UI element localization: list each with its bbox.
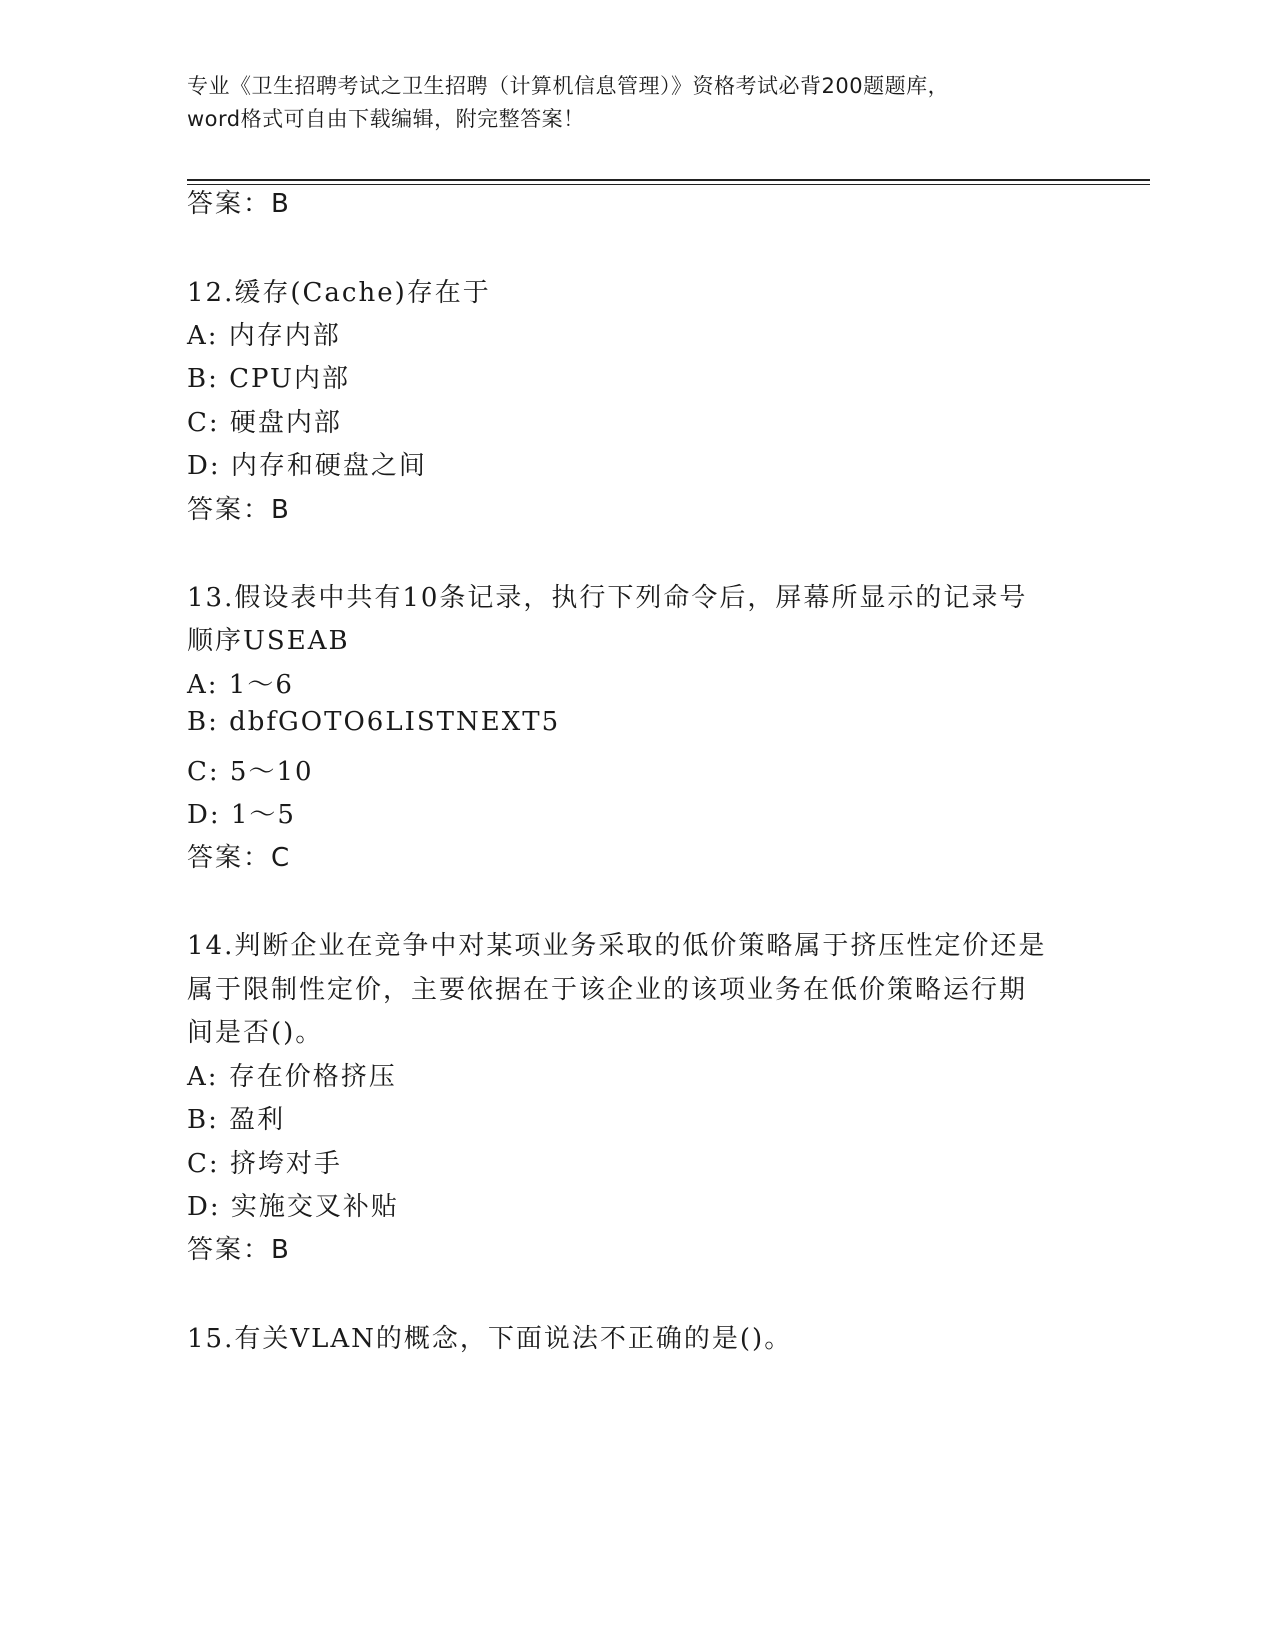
q13-option-c: C: 5～10 — [187, 757, 314, 787]
q13-stem-line-2: 顺序USEAB — [187, 626, 350, 656]
q13-stem-line-1: 13.假设表中共有10条记录，执行下列命令后，屏幕所显示的记录号 — [187, 583, 1028, 613]
q12-option-a: A: 内存内部 — [187, 321, 341, 351]
q12-option-b: B: CPU内部 — [187, 364, 350, 394]
q13-option-a: A: 1～6 — [187, 670, 294, 700]
q11-answer: 答案：B — [187, 189, 291, 219]
q14-stem-line-1: 14.判断企业在竞争中对某项业务采取的低价策略属于挤压性定价还是 — [187, 931, 1047, 961]
q13-option-d: D: 1～5 — [187, 800, 296, 830]
q14-option-a: A: 存在价格挤压 — [187, 1062, 397, 1092]
q14-stem-line-2: 属于限制性定价，主要依据在于该企业的该项业务在低价策略运行期 — [187, 975, 1028, 1005]
header-line-2: word格式可自由下载编辑，附完整答案！ — [187, 107, 585, 131]
header-divider — [187, 179, 1150, 185]
q13-option-b: B: dbfGOTO6LISTNEXT5 — [187, 707, 561, 737]
document-header — [187, 70, 1087, 136]
q14-stem-line-3: 间是否()。 — [187, 1018, 324, 1048]
q12-option-d: D: 内存和硬盘之间 — [187, 451, 427, 481]
q12-option-c: C: 硬盘内部 — [187, 408, 342, 438]
q12-stem: 12.缓存(Cache)存在于 — [187, 278, 491, 308]
q14-option-c: C: 挤垮对手 — [187, 1149, 342, 1179]
q15-stem: 15.有关VLAN的概念，下面说法不正确的是()。 — [187, 1324, 793, 1354]
q12-answer: 答案：B — [187, 495, 291, 525]
q13-answer: 答案：C — [187, 843, 292, 873]
q14-option-b: B: 盈利 — [187, 1105, 286, 1135]
q14-option-d: D: 实施交叉补贴 — [187, 1192, 399, 1222]
q14-answer: 答案：B — [187, 1235, 291, 1265]
header-line-1: 专业《卫生招聘考试之卫生招聘（计算机信息管理）》资格考试必背200题题库， — [187, 74, 950, 98]
